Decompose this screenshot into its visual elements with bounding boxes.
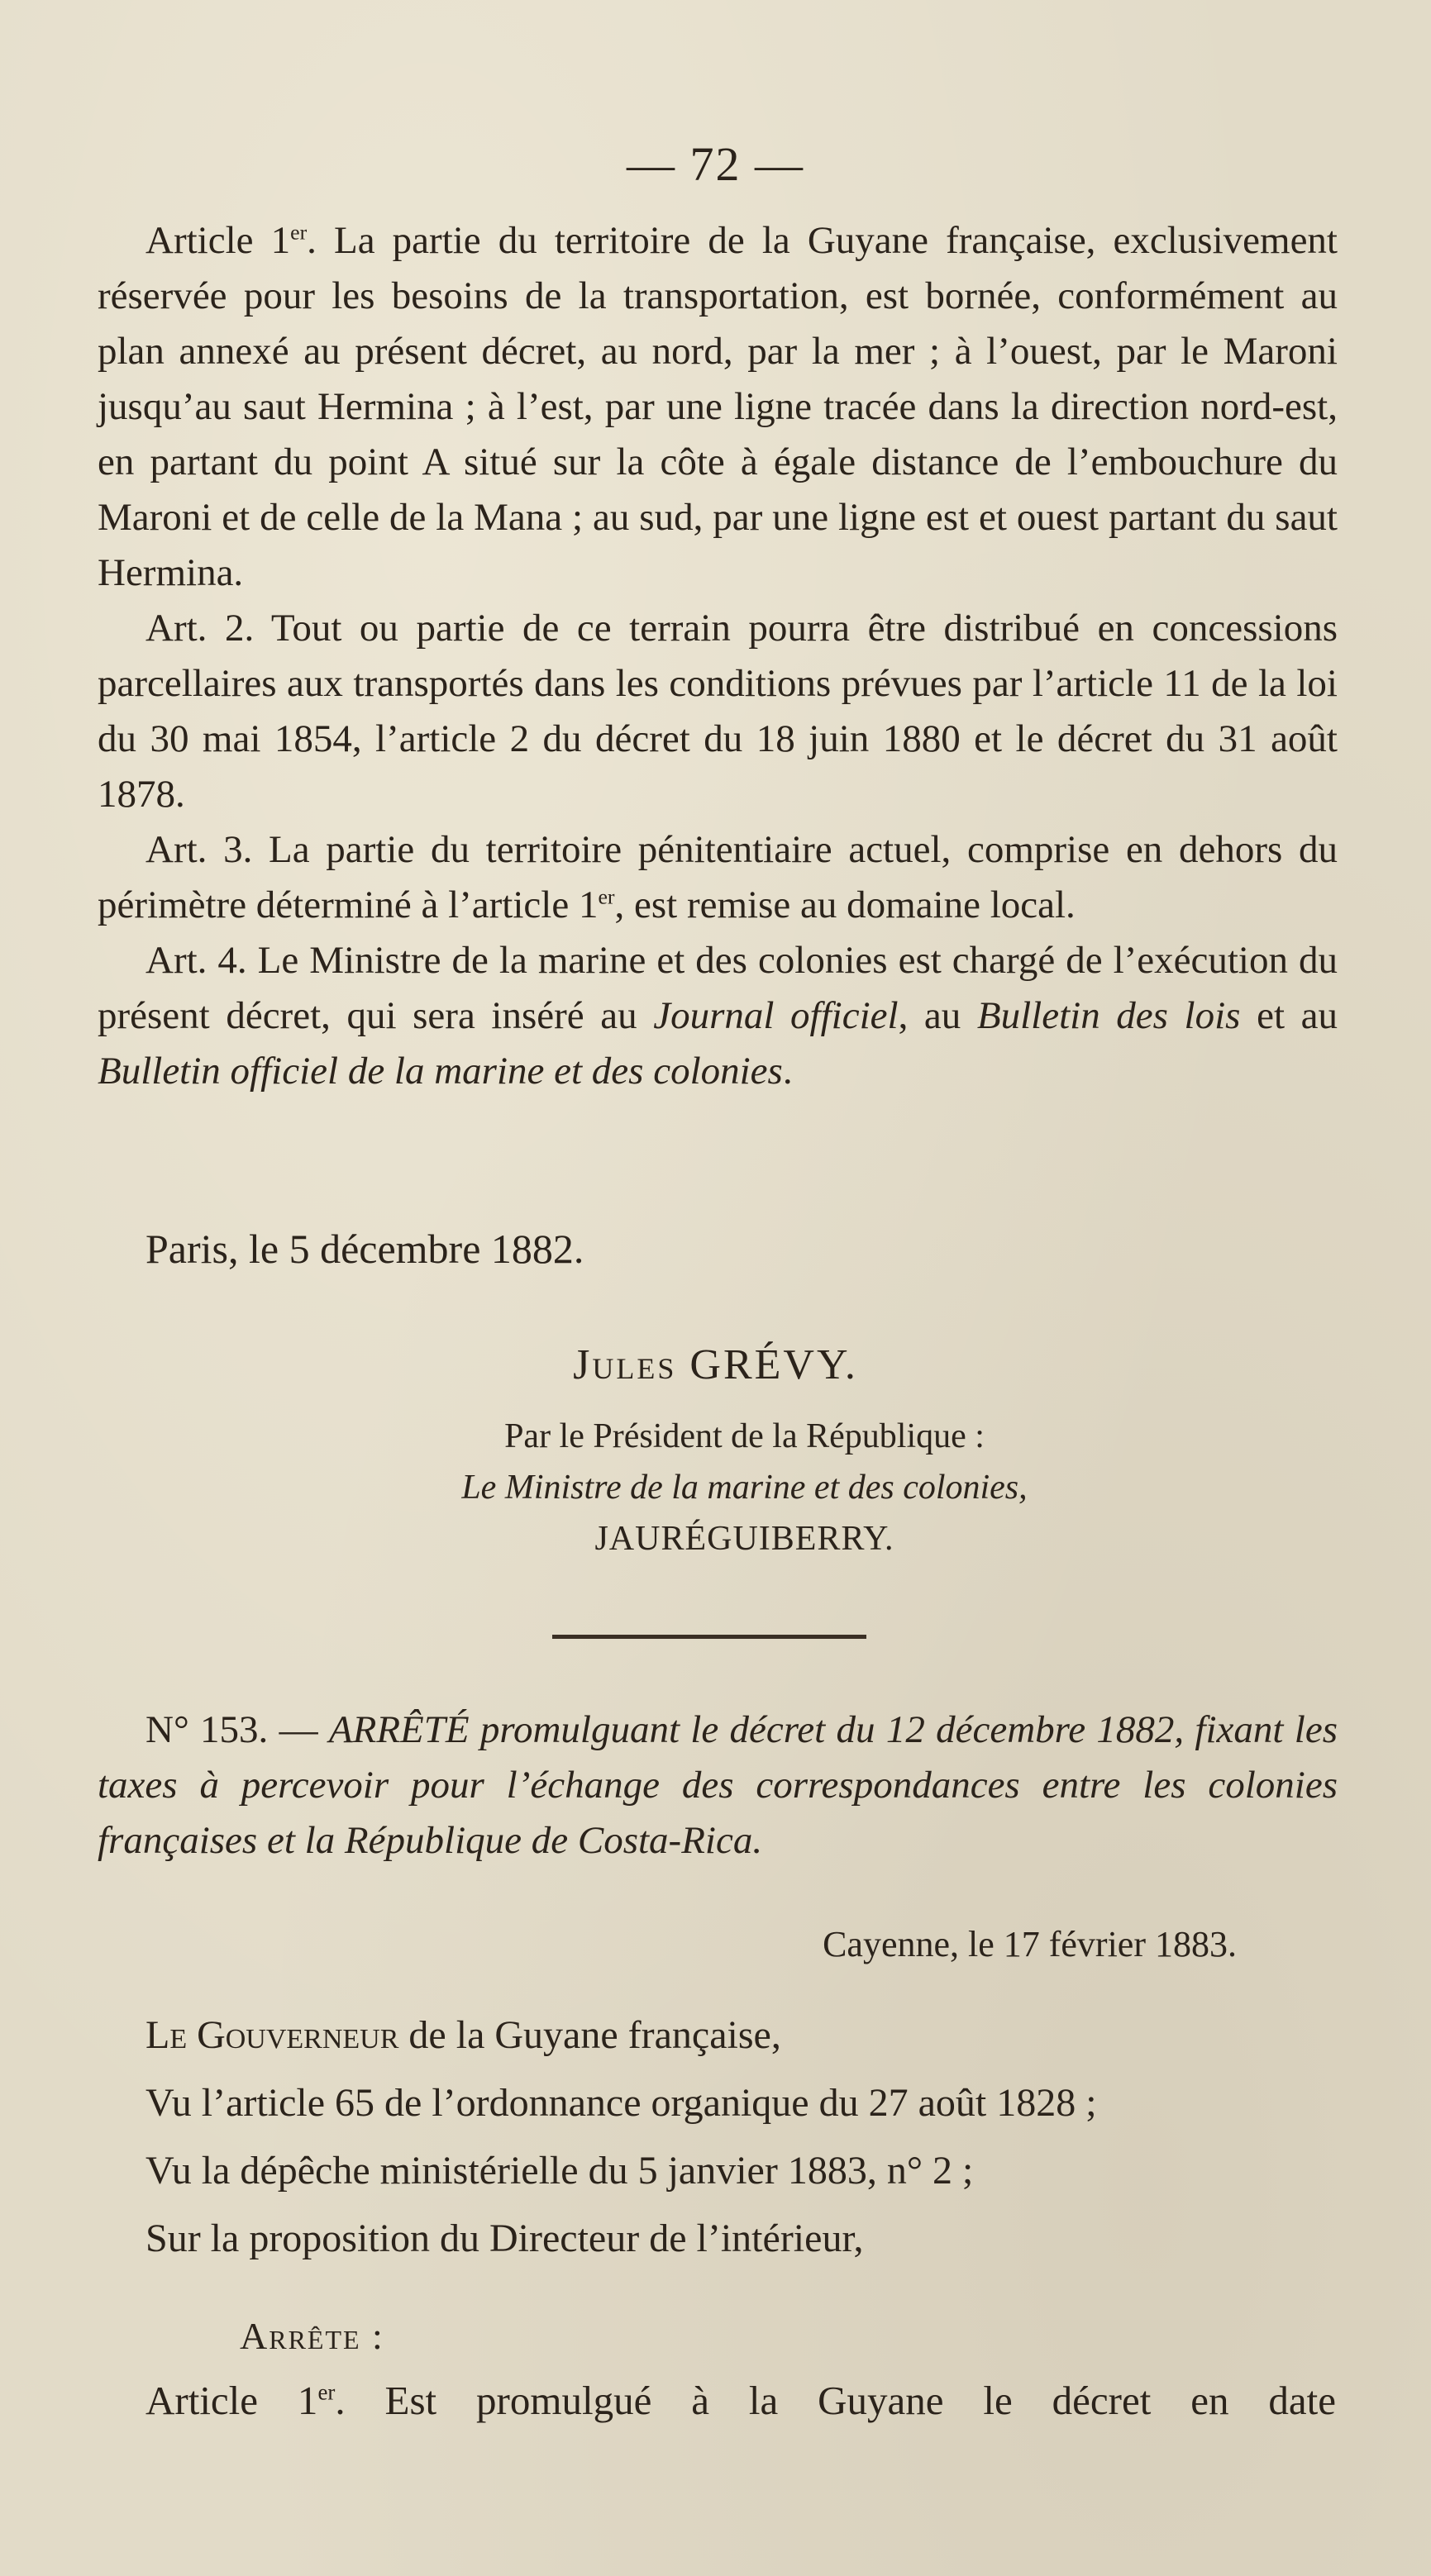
vu-line-2: Vu la dépêche ministérielle du 5 janvier 1883, n° 2 ; [145,2149,974,2193]
arrete-article-1-sup: er [317,2379,336,2405]
arrete-article-1 [145,2377,1336,2424]
signature-by-president: Par le Président de la République : [504,1417,985,1455]
article-4-mid2: et au [1240,994,1338,1037]
article-1-label: Article 1 [145,219,291,262]
journal-officiel: Journal officiel [653,994,899,1037]
arrete-heading-word: ARRÊTÉ [328,1708,470,1751]
arrete-article-1-label: Article 1 [145,2378,318,2423]
bulletin-des-lois: Bulletin des lois [976,994,1241,1037]
signature-last-name: GRÉVY. [689,1341,858,1388]
arrete-heading-rest: promulguant le décret du 12 décembre 1882, fixant les taxes à percevoir pour l’échange des correspondances entre les colonies françaises et la République de Costa-Rica. [98,1708,1338,1862]
page-number: — 72 — [627,137,804,191]
signature-first-name: Jules [573,1341,677,1388]
decree-dateline: Paris, le 5 décembre 1882. [145,1226,584,1272]
arrete-label: Arrête : [240,2315,384,2357]
signature-minister-name: JAURÉGUIBERRY. [594,1520,894,1558]
arrete-article-1-text: . Est promulgué à la Guyane le décret en date [335,2378,1336,2423]
article-1-sup: er [290,220,308,245]
sur-proposition-line: Sur la proposition du Directeur de l’intérieur, [145,2217,864,2260]
article-3-after: , est remise au domaine local. [614,883,1076,926]
arrete-title [98,1702,1338,1869]
decree-articles [98,213,1338,1099]
section-divider [552,1635,866,1639]
arrete-heading [98,1702,1338,1869]
decree-article-4 [98,933,1338,1099]
article-4-end: . [782,1050,793,1093]
arrete-number: N° 153. — [145,1708,329,1751]
signature-minister-title: Le Ministre de la marine et des colonies, [461,1469,1028,1507]
signature-name [0,1340,1431,1389]
decree-article-3 [98,822,1338,933]
decree-article-1 [98,213,1338,601]
governor-line [145,2008,1336,2063]
governor-rest: de la Guyane française, [398,2013,781,2057]
article-1-text: . La partie du territoire de la Guyane française, exclusivement réservée pour les besoins de la transportation, est bornée, conformément au plan annexé au présent décret, au nord, par la mer ; à l’ouest, par le Maroni jusqu’au saut Hermina ; à l’est, par une ligne tracée dans la direction nord-est, en partant du point A situé sur la côte à égale distance de l’embouchure du Maroni et de celle de la Mana ; au sud, par une ligne est et ouest partant du saut Hermina. [98,219,1338,594]
governor-title: Le Gouverneur [145,2013,399,2057]
vu-line-1: Vu l’article 65 de l’ordonnance organique du 27 août 1828 ; [145,2081,1097,2125]
decree-article-2: Art. 2. Tout ou partie de ce terrain pourra être distribué en concessions parcellaires aux transportés dans les conditions prévues par l’article 11 de la loi du 30 mai 1854, l’article 2 du décret du 18 juin 1880 et le décret du 31 août 1878. [98,607,1338,816]
article-3-sup: er [598,884,615,909]
article-4-mid1: , au [898,994,977,1037]
article-4-before: Art. 4. Le Ministre de la marine et des colonies est chargé de l’exécution du présent décret, qui sera inséré au [98,939,1338,1037]
bulletin-marine: Bulletin officiel de la marine et des colonies [98,1050,783,1093]
article-3-before: Art. 3. La partie du territoire pénitentiaire actuel, comprise en dehors du périmètre déterminé à l’article 1 [98,828,1338,926]
arrete-dateline: Cayenne, le 17 février 1883. [823,1924,1237,1964]
arrete-preamble [145,2008,1336,2279]
